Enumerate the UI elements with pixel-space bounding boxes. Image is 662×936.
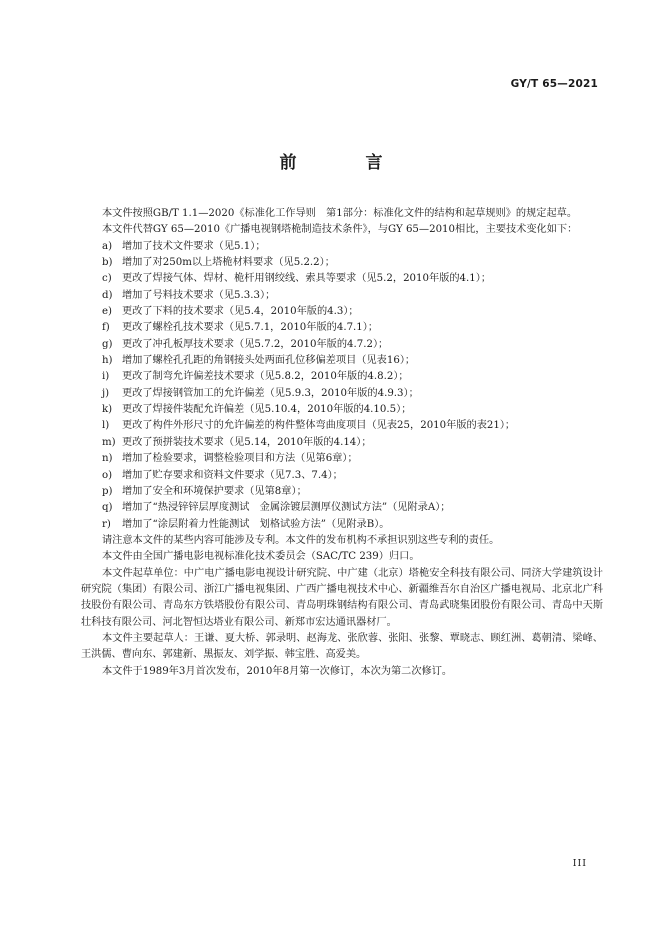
list-item-label: i) bbox=[102, 371, 110, 383]
list-item-text: 增加了安全和环境保护要求（见第8章）； bbox=[122, 485, 307, 497]
list-item-text: 增加了检验要求，调整检验项目和方法（见第6章）； bbox=[122, 453, 358, 465]
list-item-label: h) bbox=[102, 355, 113, 367]
list-item-text: 更改了冲孔板厚技术要求（见5.7.2，2010年版的4.7.2）； bbox=[122, 338, 389, 350]
list-item bbox=[81, 369, 603, 385]
list-item bbox=[81, 320, 603, 336]
list-item-label: r) bbox=[102, 518, 111, 530]
list-item-text: 更改了构件外形尺寸的允许偏差的构件整体弯曲度项目（见表25，2010年版的表21）； bbox=[122, 420, 516, 432]
list-item-text: 增加了“涂层附着力性能测试 划格试验方法”（见附录B）。 bbox=[122, 518, 390, 530]
paragraph: 本文件由全国广播电影电视标准化技术委员会（SAC/TC 239）归口。 bbox=[102, 551, 420, 563]
list-item-text: 增加了对250m以上塔桅材料要求（见5.2.2）； bbox=[122, 257, 335, 269]
list-item-label: p) bbox=[102, 485, 113, 497]
list-item-text: 更改了制弯允许偏差技术要求（见5.8.2，2010年版的4.8.2）； bbox=[122, 371, 409, 383]
list-item bbox=[81, 271, 603, 287]
paragraph: 本文件于1989年3月首次发布，2010年8月第一次修订，本次为第二次修订。 bbox=[102, 665, 453, 677]
page-title: 前 言 bbox=[279, 153, 409, 173]
list-item bbox=[81, 255, 603, 271]
list-item-text: 更改了预拼装技术要求（见5.14，2010年版的4.14）； bbox=[122, 436, 372, 448]
page-number: III bbox=[572, 858, 587, 869]
list-item bbox=[81, 386, 603, 402]
list-item-text: 更改了螺栓孔技术要求（见5.7.1，2010年版的4.7.1）； bbox=[122, 322, 379, 334]
list-item-label: n) bbox=[102, 453, 113, 465]
paragraph: 本文件主要起草人：王谦、夏大桥、郭录明、赵海龙、张欣蓉、张阳、张黎、覃晓志、顾红洲、葛朝清、梁峰、王洪儒、曹向东、郭建新、黑振友、刘学振、韩宝胜、高爱美。 bbox=[81, 632, 603, 661]
list-item bbox=[81, 418, 603, 434]
list-item-text: 更改了焊接钢管加工的允许偏差（见5.9.3，2010年版的4.9.3）； bbox=[122, 387, 419, 399]
document-code: GY/T 65—2021 bbox=[510, 78, 598, 90]
list-item bbox=[81, 353, 603, 369]
list-item-label: e) bbox=[102, 306, 113, 318]
list-item-label: k) bbox=[102, 404, 113, 416]
list-item bbox=[81, 402, 603, 418]
list-item bbox=[81, 304, 603, 320]
list-item-label: f) bbox=[102, 322, 110, 334]
paragraph: 本文件按照GB/T 1.1—2020《标准化工作导则 第1部分：标准化文件的结构和起草规则》的规定起草。 bbox=[102, 208, 578, 219]
list-item bbox=[81, 468, 603, 484]
list-item bbox=[81, 484, 603, 500]
list-item-label: a) bbox=[102, 240, 113, 252]
foreword-body bbox=[81, 206, 603, 680]
list-item-text: 增加了“热浸锌锌层厚度测试 金属涂镀层测厚仪测试方法”（见附录A）； bbox=[122, 502, 451, 514]
list-item bbox=[81, 517, 603, 533]
list-item-label: c) bbox=[102, 273, 112, 285]
list-item-label: d) bbox=[102, 289, 113, 301]
list-item-text: 增加了号料技术要求（见5.3.3）； bbox=[122, 289, 276, 301]
list-item-label: o) bbox=[102, 469, 113, 481]
list-item-text: 增加了贮存要求和资料文件要求（见7.3、7.4）； bbox=[122, 469, 343, 481]
list-item-label: l) bbox=[102, 420, 110, 432]
list-item-text: 增加了技术文件要求（见5.1）； bbox=[122, 240, 266, 252]
list-item bbox=[81, 239, 603, 255]
list-item bbox=[81, 337, 603, 353]
list-item-label: q) bbox=[102, 502, 113, 514]
list-item bbox=[81, 288, 603, 304]
list-item-label: b) bbox=[102, 257, 113, 269]
paragraph: 本文件起草单位：中广电广播电影电视设计研究院、中广建（北京）塔桅安全科技有限公司、同济大学建筑设计研究院（集团）有限公司、浙江广播电视集团、广西广播电视技术中心、新疆维吾尔自治区广播电视局、北京北广科技股份有限公司、青岛东方铁塔股份有限公司、青岛明珠钢结构有限公司、青岛武晓集团股份有限公司、青岛中天斯壮科技有限公司、河北智恒达塔业有限公司、新郑市宏达通讯器材厂。 bbox=[81, 567, 603, 628]
list-item bbox=[81, 435, 603, 451]
list-item-text: 更改了下料的技术要求（见5.4，2010年版的4.3）； bbox=[122, 306, 359, 318]
list-item-label: g) bbox=[102, 338, 113, 350]
list-item-label: j) bbox=[102, 387, 110, 399]
list-item-text: 增加了螺栓孔孔距的角钢接头处两面孔位移偏差项目（见表16）； bbox=[122, 355, 416, 367]
list-item-text: 更改了焊接气体、焊材、桅杆用钢绞线、索具等要求（见5.2，2010年版的4.1）； bbox=[122, 273, 492, 285]
list-item-label: m) bbox=[102, 436, 116, 448]
paragraph: 本文件代替GY 65—2010《广播电视钢塔桅制造技术条件》，与GY 65—2010相比，主要技术变化如下： bbox=[102, 224, 578, 236]
list-item-text: 更改了焊接件装配允许偏差（见5.10.4，2010年版的4.10.5）； bbox=[122, 404, 412, 416]
list-item bbox=[81, 451, 603, 467]
paragraph: 请注意本文件的某些内容可能涉及专利。本文件的发布机构不承担识别这些专利的责任。 bbox=[102, 534, 500, 546]
list-item bbox=[81, 500, 603, 516]
